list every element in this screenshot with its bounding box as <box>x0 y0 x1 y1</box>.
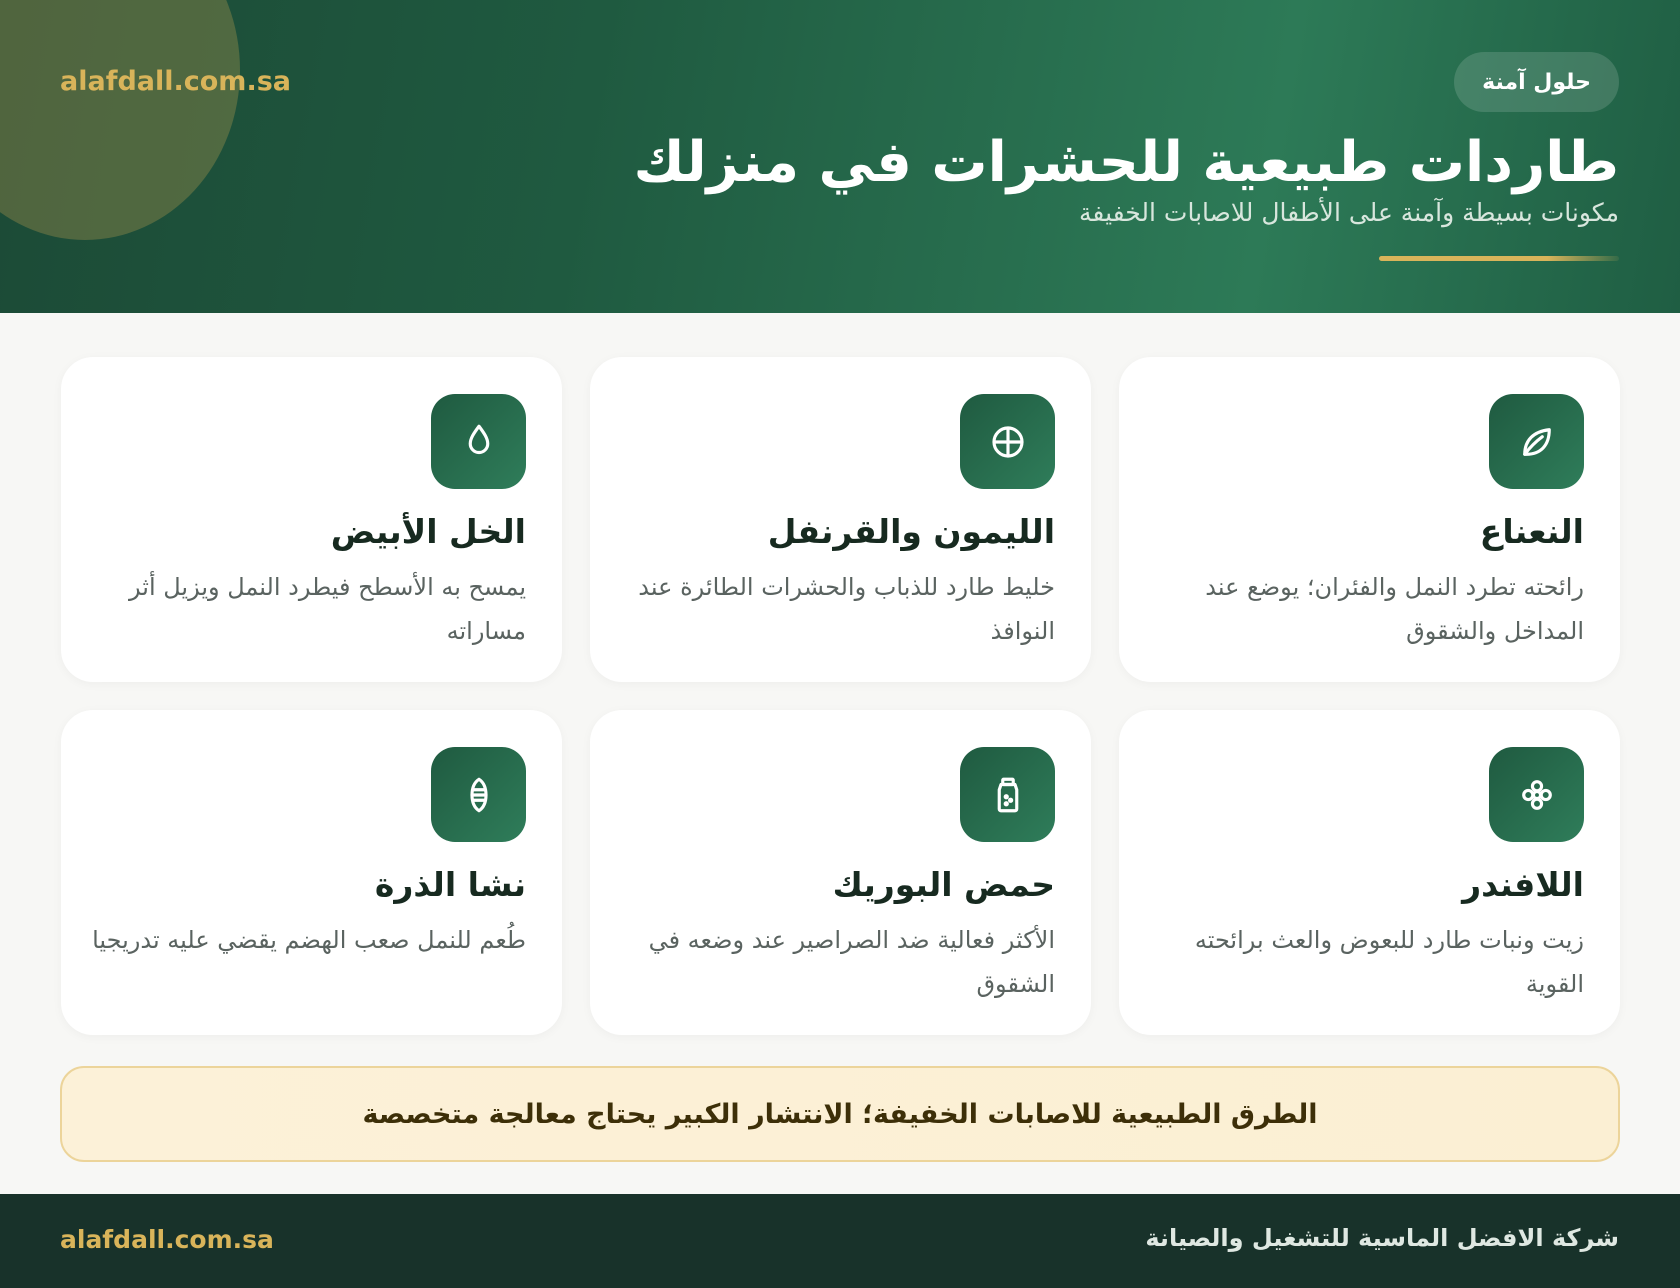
card-mint <box>1119 357 1620 682</box>
footer-site-url: alafdall.com.sa <box>60 1225 274 1254</box>
footer <box>0 1194 1680 1288</box>
card-description: الأكثر فعالية ضد الصراصير عند وضعه في الشقوق <box>648 926 1055 998</box>
card-title: الليمون والقرنفل <box>767 512 1055 551</box>
droplet-icon <box>431 394 526 489</box>
leaf-icon <box>1489 394 1584 489</box>
header-banner <box>0 0 1680 313</box>
card-title: النعناع <box>1479 512 1584 551</box>
card-title: حمض البوريك <box>832 865 1055 904</box>
card-title: نشا الذرة <box>374 865 526 904</box>
card-description: رائحته تطرد النمل والفئران؛ يوضع عند المداخل والشقوق <box>1205 573 1584 645</box>
card-white-vinegar <box>61 357 562 682</box>
safe-solutions-badge: حلول آمنة <box>1454 52 1619 112</box>
card-description: زيت ونبات طارد للبعوض والعث برائحته القوية <box>1194 926 1584 998</box>
citrus-icon <box>960 394 1055 489</box>
card-description: خليط طارد للذباب والحشرات الطائرة عند النوافذ <box>638 573 1055 645</box>
page-subtitle: مكونات بسيطة وآمنة على الأطفال للاصابات الخفيفة <box>1079 198 1619 227</box>
card-boric-acid <box>590 710 1091 1035</box>
card-lavender <box>1119 710 1620 1035</box>
title-underline <box>1379 256 1619 261</box>
card-lemon-clove <box>590 357 1091 682</box>
card-description: طُعم للنمل صعب الهضم يقضي عليه تدريجيا <box>92 926 526 954</box>
decorative-circle <box>0 0 240 240</box>
company-name: شركة الافضل الماسية للتشغيل والصيانة <box>1145 1224 1619 1252</box>
flower-icon <box>1489 747 1584 842</box>
card-title: الخل الأبيض <box>330 512 526 551</box>
card-title: اللافندر <box>1462 865 1584 904</box>
warning-note: الطرق الطبيعية للاصابات الخفيفة؛ الانتشار الكبير يحتاج معالجة متخصصة <box>60 1066 1620 1162</box>
jar-icon <box>960 747 1055 842</box>
card-cornstarch <box>61 710 562 1035</box>
repellents-grid <box>60 357 1620 1035</box>
card-description: يمسح به الأسطح فيطرد النمل ويزيل أثر مساراته <box>129 573 526 645</box>
page-title: طاردات طبيعية للحشرات في منزلك <box>633 130 1619 195</box>
corn-icon <box>431 747 526 842</box>
header-site-url: alafdall.com.sa <box>60 66 291 97</box>
